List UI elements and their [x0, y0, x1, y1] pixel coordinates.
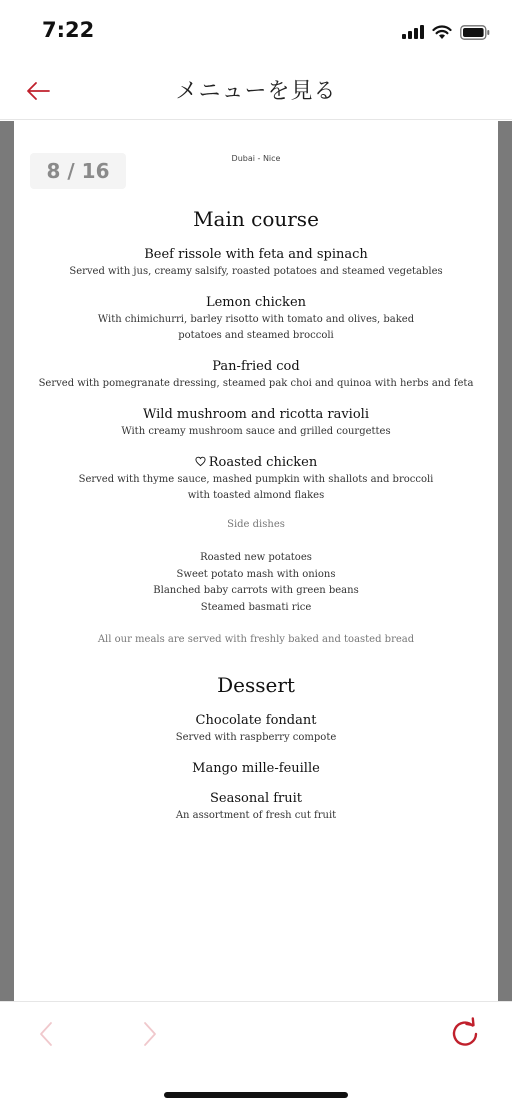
- heart-icon: [195, 456, 206, 467]
- dish-name: Mango mille-feuille: [192, 761, 320, 776]
- nav-header: [0, 62, 512, 120]
- dish-name-row: [14, 455, 498, 470]
- dish-item: [14, 295, 498, 344]
- dish-name: Beef rissole with feta and spinach: [144, 247, 368, 262]
- dish-description: An assortment of fresh cut fruit: [175, 810, 337, 821]
- page-title: メニューを見る: [175, 79, 337, 104]
- side-dish-item: Steamed basmati rice: [200, 601, 312, 613]
- dish-description: Served with thyme sauce, mashed pumpkin with shallots and broccoli with toasted almond flakes: [78, 474, 434, 501]
- reload-icon: [450, 1017, 480, 1049]
- dish-name: Seasonal fruit: [209, 791, 303, 806]
- side-dish-item: Roasted new potatoes: [200, 552, 312, 563]
- dish-description: With creamy mushroom sauce and grilled courgettes: [121, 426, 391, 437]
- next-page-button[interactable]: [134, 1018, 166, 1050]
- battery-icon: [460, 25, 490, 40]
- home-indicator: [164, 1092, 348, 1098]
- route-label: Dubai - Nice: [231, 154, 281, 163]
- bread-note: All our meals are served with freshly baked and toasted bread: [97, 634, 415, 645]
- chevron-left-icon: [38, 1021, 54, 1047]
- menu-content: [14, 207, 498, 839]
- dish-item: [14, 407, 498, 440]
- bottom-toolbar: [0, 1001, 512, 1108]
- dish-name: Wild mushroom and ricotta ravioli: [143, 407, 369, 422]
- dish-item: [14, 247, 498, 280]
- dish-name: Lemon chicken: [205, 295, 307, 310]
- dish-name: Roasted chicken: [208, 455, 318, 470]
- dish-description: Served with pomegranate dressing, steamed pak choi and quinoa with herbs and feta: [38, 378, 474, 389]
- side-dishes-title: Side dishes: [227, 519, 285, 530]
- wifi-icon: [432, 25, 452, 40]
- page-indicator: 8 / 16: [30, 153, 126, 189]
- status-bar: [0, 0, 512, 62]
- dish-item: [14, 761, 498, 776]
- status-time: 7:22: [42, 18, 95, 42]
- signal-icon: [402, 25, 424, 39]
- side-dish-item: Sweet potato mash with onions: [176, 568, 336, 580]
- dessert-title: Dessert: [217, 673, 295, 697]
- prev-page-button[interactable]: [30, 1018, 62, 1050]
- chevron-right-icon: [142, 1021, 158, 1047]
- document-page: [14, 121, 498, 1001]
- dish-description: With chimichurri, barley risotto with tomato and olives, baked potatoes and steamed broccoli: [97, 314, 415, 341]
- document-viewer[interactable]: [0, 121, 512, 1001]
- dish-name: Pan-fried cod: [212, 359, 300, 374]
- dish-name: Chocolate fondant: [195, 713, 317, 728]
- side-dish-item: Blanched baby carrots with green beans: [153, 585, 359, 596]
- dish-item: [14, 359, 498, 392]
- dish-description: Served with jus, creamy salsify, roasted potatoes and steamed vegetables: [69, 266, 443, 277]
- dish-item: [14, 791, 498, 824]
- status-icons: [402, 22, 490, 42]
- dish-item: [14, 713, 498, 746]
- reload-button[interactable]: [448, 1016, 482, 1050]
- dish-item: [14, 455, 498, 504]
- main-course-title: Main course: [193, 207, 319, 231]
- dish-description: Served with raspberry compote: [175, 732, 337, 743]
